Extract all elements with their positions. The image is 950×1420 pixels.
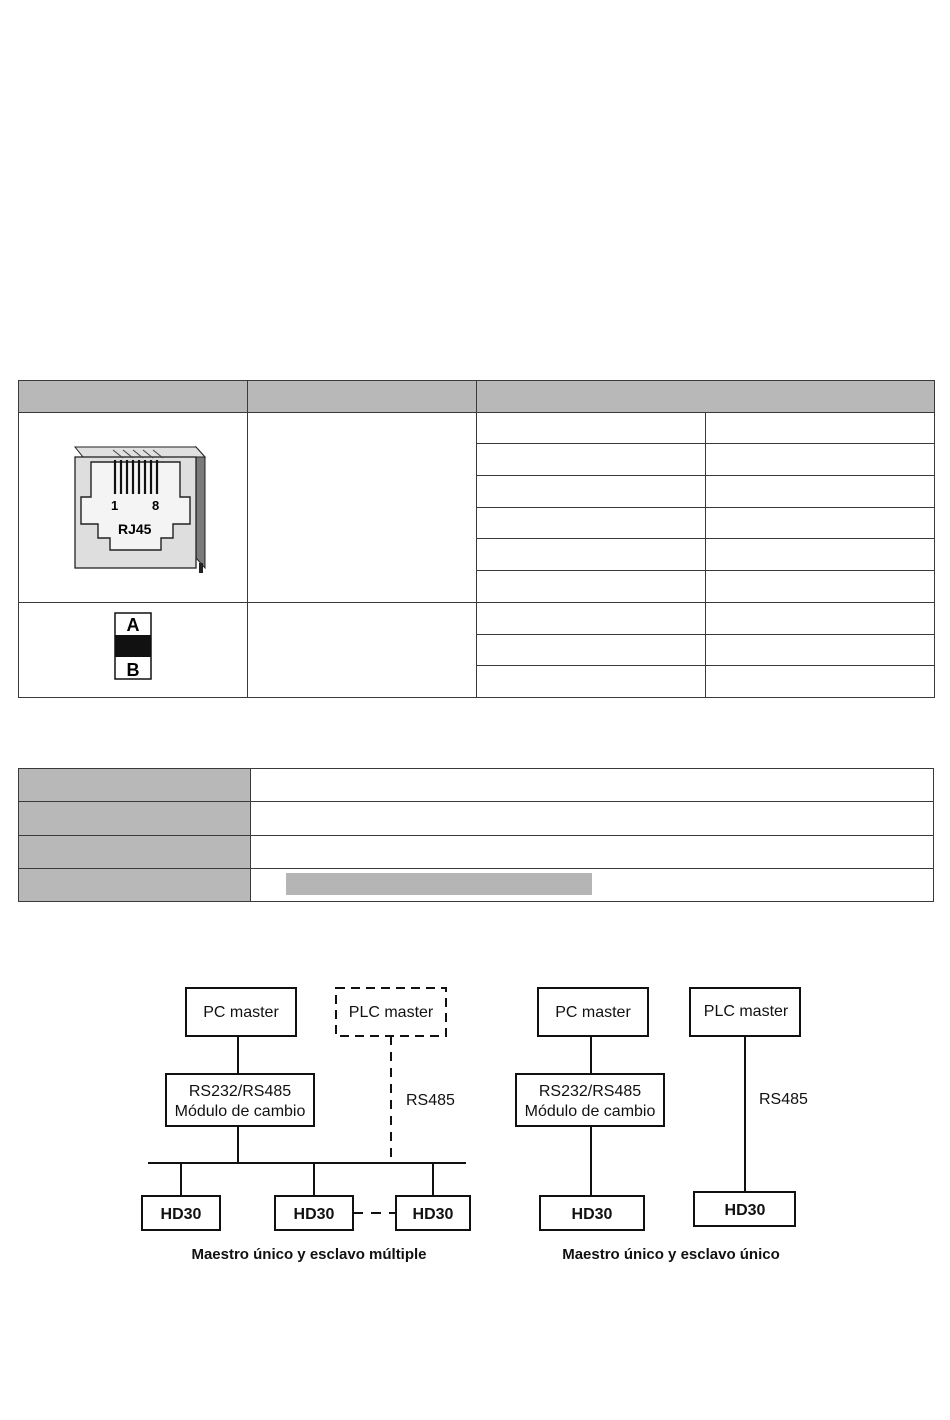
table-cell bbox=[477, 634, 706, 666]
pc-master-label: PC master bbox=[555, 1004, 631, 1021]
slave-label: HD30 bbox=[724, 1202, 766, 1219]
table-cell bbox=[706, 412, 935, 444]
plc-master-label: PLC master bbox=[348, 1004, 434, 1021]
table-row bbox=[19, 602, 935, 634]
bus-label: RS485 bbox=[759, 1091, 808, 1108]
table-cell bbox=[477, 571, 706, 603]
table-row bbox=[19, 769, 934, 802]
bus-label: RS485 bbox=[406, 1092, 455, 1109]
parameter-value-cell bbox=[251, 769, 934, 802]
terminal-table-header bbox=[19, 381, 935, 413]
parameter-key-cell bbox=[19, 835, 251, 868]
description-cell bbox=[248, 602, 477, 697]
header-cell bbox=[19, 381, 248, 413]
table-cell bbox=[706, 539, 935, 571]
table-cell bbox=[706, 634, 935, 666]
table-cell bbox=[706, 507, 935, 539]
slave-label: HD30 bbox=[571, 1206, 613, 1223]
table-cell bbox=[706, 444, 935, 476]
network-diagrams bbox=[0, 960, 950, 1280]
converter-label-2: Módulo de cambio bbox=[524, 1103, 656, 1120]
table-row bbox=[19, 868, 934, 901]
parameter-key-cell bbox=[19, 769, 251, 802]
plc-master-label: PLC master bbox=[703, 1003, 789, 1020]
terminal-a-label: A bbox=[126, 615, 140, 636]
table-cell bbox=[477, 539, 706, 571]
table-cell bbox=[477, 476, 706, 508]
header-cell bbox=[477, 381, 935, 413]
table-cell bbox=[477, 412, 706, 444]
table-cell bbox=[706, 666, 935, 698]
table-cell bbox=[477, 666, 706, 698]
header-cell bbox=[248, 381, 477, 413]
parameter-key-cell bbox=[19, 802, 251, 835]
diagram-caption-left: Maestro único y esclavo múltiple bbox=[191, 1246, 427, 1263]
slave-label: HD30 bbox=[160, 1206, 202, 1223]
terminal-table bbox=[18, 380, 935, 698]
parameter-table bbox=[18, 768, 934, 902]
highlight-bar bbox=[286, 873, 592, 895]
table-cell bbox=[477, 602, 706, 634]
table-row bbox=[19, 802, 934, 835]
table-cell bbox=[706, 571, 935, 603]
rj45-connector-icon bbox=[53, 430, 213, 580]
parameter-key-cell bbox=[19, 868, 251, 901]
slave-label: HD30 bbox=[412, 1206, 454, 1223]
table-cell bbox=[477, 444, 706, 476]
parameter-value-cell bbox=[251, 802, 934, 835]
table-cell bbox=[706, 602, 935, 634]
slave-label: HD30 bbox=[293, 1206, 335, 1223]
diagram-caption-right: Maestro único y esclavo único bbox=[562, 1246, 780, 1263]
pin-1-label: 1 bbox=[111, 497, 119, 513]
parameter-value-cell bbox=[251, 835, 934, 868]
ab-terminal-cell bbox=[19, 602, 248, 697]
converter-label-1: RS232/RS485 bbox=[188, 1083, 292, 1100]
ab-terminal-icon bbox=[111, 611, 155, 683]
table-row bbox=[19, 412, 935, 444]
description-cell bbox=[248, 412, 477, 602]
table-row bbox=[19, 835, 934, 868]
pc-master-label: PC master bbox=[203, 1004, 279, 1021]
table-cell bbox=[477, 507, 706, 539]
rj45-label: RJ45 bbox=[118, 520, 152, 537]
pin-8-label: 8 bbox=[152, 497, 160, 513]
table-cell bbox=[706, 476, 935, 508]
parameter-value-cell bbox=[251, 868, 934, 901]
terminal-b-label: B bbox=[126, 660, 140, 681]
converter-label-1: RS232/RS485 bbox=[538, 1083, 642, 1100]
rj45-image-cell bbox=[19, 412, 248, 602]
converter-label-2: Módulo de cambio bbox=[174, 1103, 306, 1120]
